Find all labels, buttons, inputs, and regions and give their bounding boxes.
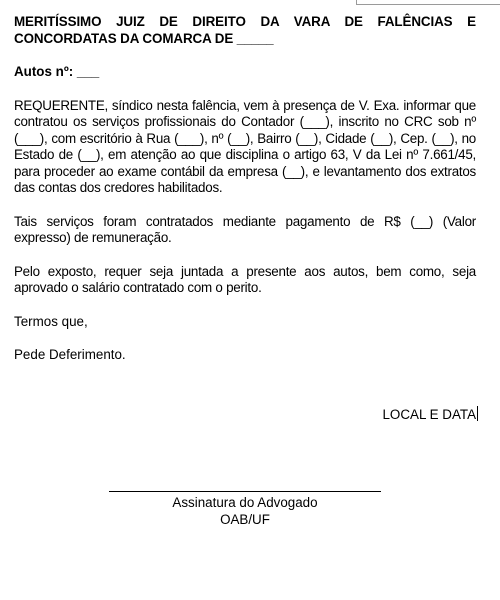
document-heading: MERITÍSSIMO JUIZ DE DIREITO DA VARA DE FALÊNCIAS E CONCORDATAS DA COMARCA DE _____ (14, 14, 476, 46)
body-paragraph-1: REQUERENTE, síndico nesta falência, vem à presença de V. Exa. informar que contratou os serviços profissionais do Contador (___), inscrito no CRC sob nº (___), com escritório à Rua (___), nº (__), Bairro (__), Cidade (__), Cep. (__), no Estado de (__), em atenção ao que disciplina o artigo 63, V da Lei nº 7.661/45, para proceder ao exame contábil da empresa (__), e levantamento dos extratos das contas dos credores habilitados. (14, 97, 476, 195)
signature-line (109, 491, 381, 492)
signature-oab: OAB/UF (220, 512, 270, 527)
local-date-line (382, 406, 478, 424)
signature-name: Assinatura do Advogado (172, 495, 318, 510)
body-paragraph-2: Tais serviços foram contratados mediante pagamento de R$ (__) (Valor expresso) de remuneração. (14, 213, 476, 245)
case-number-line: Autos nº: ___ (14, 64, 100, 79)
request-line: Pede Deferimento. (14, 347, 126, 362)
body-paragraph-3: Pelo exposto, requer seja juntada a presente aos autos, bem como, seja aprovado o salário contratado com o perito. (14, 263, 476, 295)
text-cursor (477, 406, 478, 421)
window-corner-frame (356, 0, 500, 5)
local-date-text: LOCAL E DATA (382, 407, 476, 422)
closing-line: Termos que, (14, 313, 88, 329)
petition-document (14, 14, 476, 364)
